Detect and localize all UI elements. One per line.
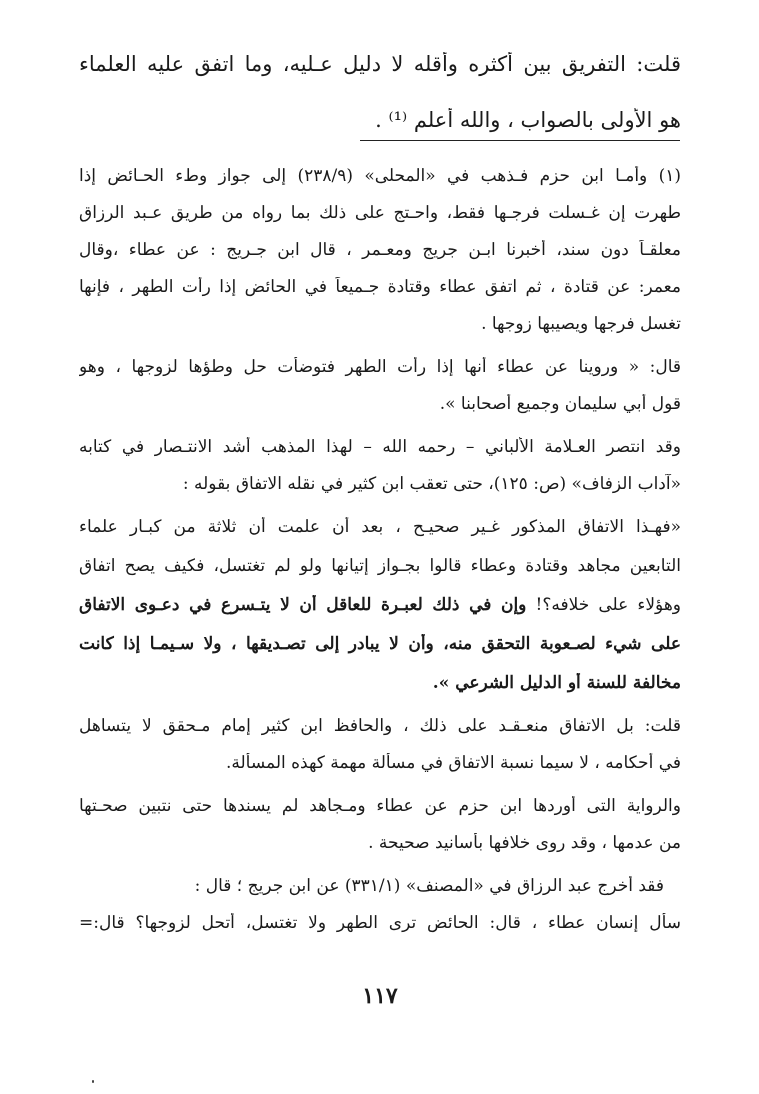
- footnote-line: وقد انتصر العـلامة الألباني – رحمه الله – لهذا المذهب أشد الانتـصار في كتابه: [79, 437, 681, 457]
- footnote-line-bold: مخالفة للسنة أو الدليل الشرعي ».: [432, 673, 681, 693]
- footnote-line: سأل إنسان عطاء ، قال: الحائض ترى الطهر ولا تغتسل، أتحل لزوجها؟ قال:=: [79, 913, 681, 933]
- footnote-line: تغسل فرجها ويصيبها زوجها .: [481, 314, 681, 334]
- footnote-line: معمر: عن قتادة ، ثم اتفق عطاء وقتادة جـميعاً في الحائض إذا رأت الطهر ، فإنها: [79, 277, 681, 297]
- scan-speck: [92, 1080, 94, 1083]
- footnote-separator: [360, 140, 680, 141]
- footnote-line: «فهـذا الاتفاق المذكور غـير صحيـح ، بعد أن علمت أن ثلاثة من كبـار علماء: [79, 517, 681, 537]
- main-text-line-2: هو الأولى بالصواب ، والله أعلم ⁽¹⁾ .: [375, 108, 681, 132]
- footnote-line: قلت: بل الاتفاق منعـقـد على ذلك ، والحافظ ابن كثير إمام مـحقق لا يتساهل: [79, 716, 681, 736]
- footnote-line: فقد أخرج عبد الرزاق في «المصنف» (٣٣١/١) عن ابن جريج ؛ قال :: [194, 876, 664, 896]
- main-text-line-1: قلت: التفريق بين أكثره وأقله لا دليل عـليه، وما اتفق عليه العلماء: [79, 52, 681, 76]
- footnote-line: في أحكامه ، لا سيما نسبة الاتفاق في مسألة مهمة كهذه المسألة.: [225, 753, 681, 773]
- footnote-line-bold: على شيء لصـعوبة التحقق منه، وأن لا يبادر إلى تصـديقها ، ولا سـيمـا إذا كانت: [79, 634, 681, 654]
- footnote-line: قول أبي سليمان وجميع أصحابنا ».: [439, 394, 681, 414]
- footnote-line-mixed: [79, 595, 681, 615]
- footnote-line: قال: « وروينا عن عطاء أنها إذا رأت الطهر فتوضأت حل وطؤها لزوجها ، وهو: [79, 357, 681, 377]
- footnote-line: من عدمها ، وقد روى خلافها بأسانيد صحيحة .: [368, 833, 681, 853]
- footnote-line: والرواية التى أوردها ابن حزم عن عطاء ومـجاهد لم يسندها حتى نتبين صحـتها: [79, 796, 681, 816]
- quote-bold-part: وإن في ذلك لعبـرة للعاقل أن لا يتـسرع في دعـوى الاتفاق: [79, 595, 527, 615]
- page-number: ١١٧: [362, 983, 398, 1009]
- footnote-line: معلقـاً دون سند، أخبرنا ابـن جريج ومعـمر ، قال ابن جـريج : عن عطاء ،وقال: [79, 240, 681, 260]
- footnote-line: التابعين مجاهد وقتادة وعطاء قالوا بجـواز إتيانها ولو لم تغتسل، فكيف يصح اتفاق: [79, 556, 681, 576]
- quote-plain-part: وهؤلاء على خلافه؟!: [535, 595, 681, 615]
- footnote-line: (١) وأمـا ابن حزم فـذهب في «المحلى» (٢٣٨/٩) إلى جواز وطء الحـائض إذا: [79, 166, 681, 186]
- footnote-line: «آداب الزفاف» (ص: ١٢٥)، حتى تعقب ابن كثير في نقله الاتفاق بقوله :: [182, 474, 681, 494]
- footnote-line: طهرت إن غـسلت فرجـها فقط، واحـتج على ذلك بما رواه من طريق عـبد الرزاق: [79, 203, 681, 223]
